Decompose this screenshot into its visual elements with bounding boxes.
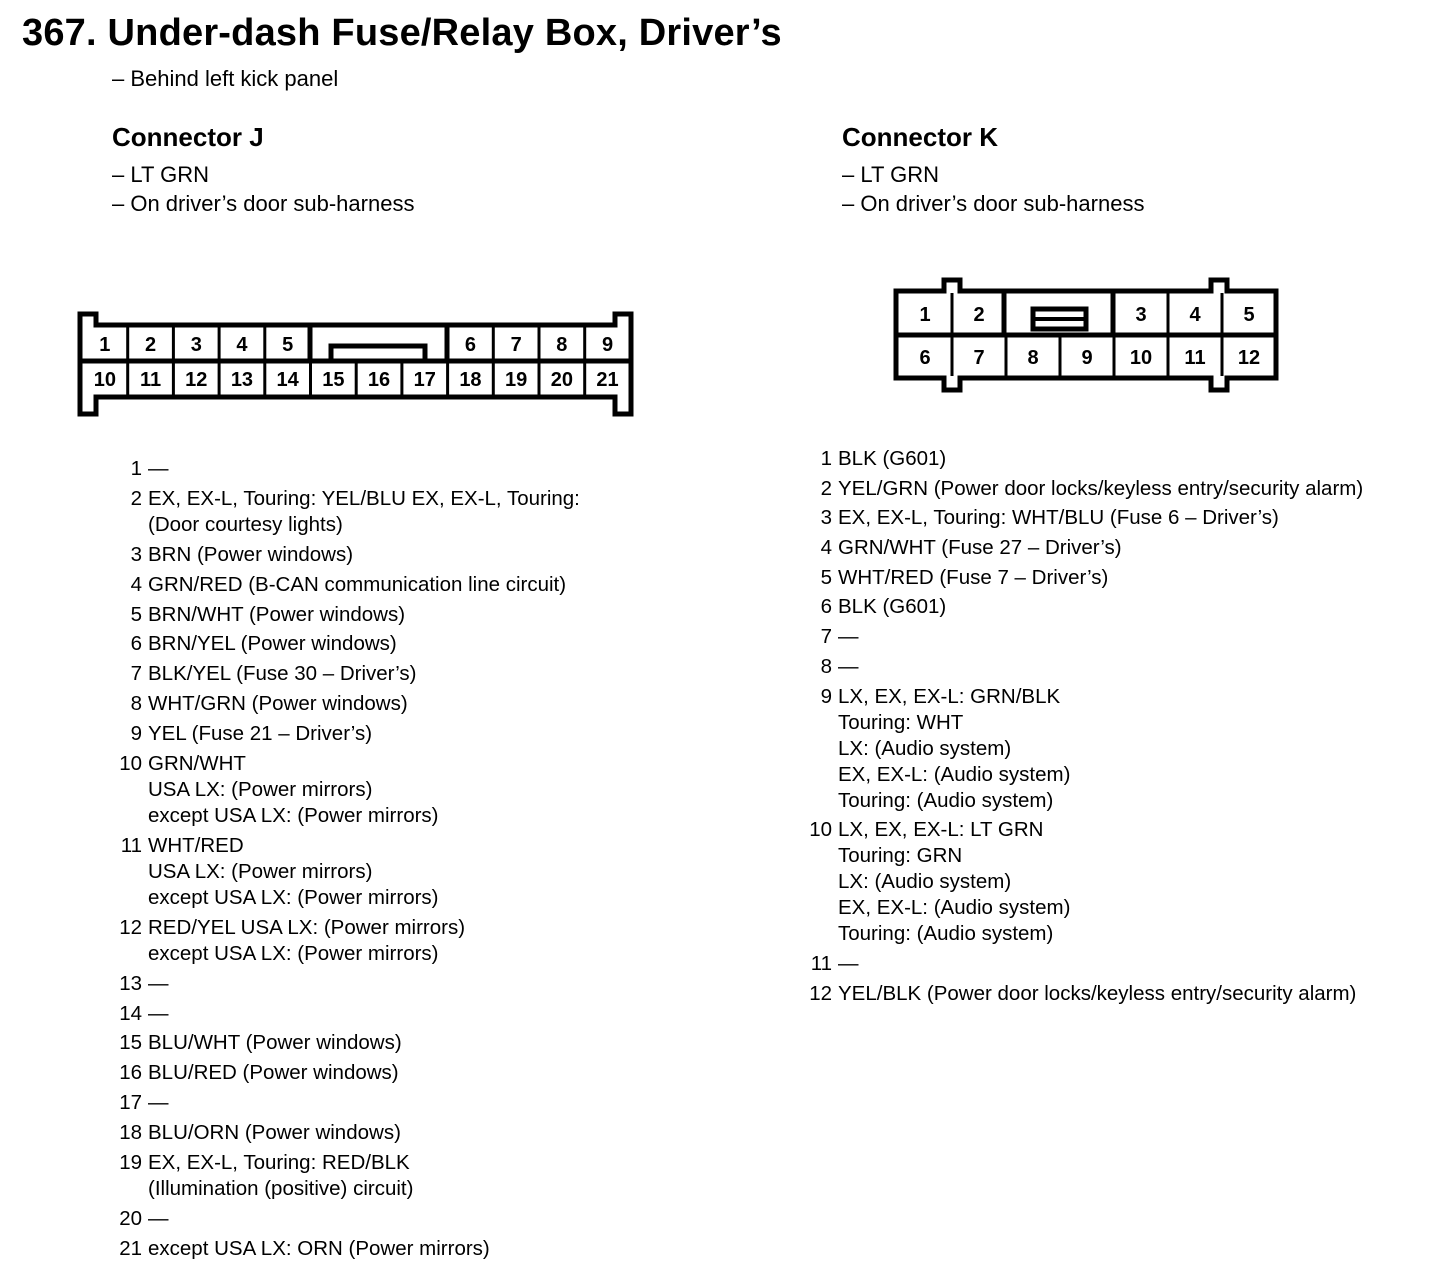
page-title: 367. Under-dash Fuse/Relay Box, Driver’s xyxy=(22,12,782,54)
pin-entry xyxy=(112,971,672,997)
connector-j-location: – On driver’s door sub-harness xyxy=(112,191,415,216)
connector-j-pin-label: 5 xyxy=(282,334,294,356)
pin-description-line: YEL (Fuse 21 – Driver’s) xyxy=(148,722,373,746)
pin-entry xyxy=(112,1090,672,1116)
connector-j-pin-label: 16 xyxy=(367,369,391,391)
pin-entry xyxy=(802,446,1442,472)
pin-description-line: except USA LX: (Power mirrors) xyxy=(148,941,439,965)
connector-j-pin-label: 11 xyxy=(139,369,162,391)
pin-entry xyxy=(112,631,672,657)
connector-k-color: – LT GRN xyxy=(842,162,939,187)
connector-j-pin-label: 12 xyxy=(185,369,208,391)
pin-description-line: — xyxy=(148,1001,169,1025)
pin-number: 6 xyxy=(820,595,832,619)
pin-entry xyxy=(112,1060,672,1086)
pin-description-line: — xyxy=(838,654,859,678)
connector-j-pin-label: 2 xyxy=(144,334,157,356)
pin-description-line: EX, EX-L, Touring: YEL/BLU EX, EX-L, Touring: xyxy=(148,486,580,510)
connector-k-pin-label: 2 xyxy=(973,304,985,326)
connector-k-pin-label: 11 xyxy=(1184,347,1206,369)
connector-k-diagram xyxy=(896,280,1276,390)
pin-description-line: (Illumination (positive) circuit) xyxy=(148,1177,414,1201)
pin-number: 3 xyxy=(820,506,832,530)
pin-number: 9 xyxy=(130,722,142,746)
pin-description-line: except USA LX: (Power mirrors) xyxy=(148,804,439,828)
pin-description-line: BRN/YEL (Power windows) xyxy=(148,632,397,656)
connector-j-pin-label: 10 xyxy=(93,369,116,391)
pin-description-line: except USA LX: (Power mirrors) xyxy=(148,885,439,909)
pin-number: 21 xyxy=(119,1236,142,1260)
pin-entry xyxy=(112,456,672,482)
pin-description-line: — xyxy=(148,971,169,995)
pin-number: 12 xyxy=(809,981,832,1005)
pin-number: 10 xyxy=(119,752,142,776)
pin-description-line: BLK/YEL (Fuse 30 – Driver’s) xyxy=(148,662,417,686)
pin-description-line: LX: (Audio system) xyxy=(838,736,1012,760)
pin-number: 6 xyxy=(130,632,142,656)
connector-j-pin-label: 19 xyxy=(505,369,528,391)
pin-description-line: EX, EX-L, Touring: WHT/BLU (Fuse 6 – Driver’s) xyxy=(838,506,1279,530)
pin-description-line: BLK (G601) xyxy=(838,595,947,619)
pin-number: 8 xyxy=(130,692,142,716)
connector-j-diagram xyxy=(80,314,631,414)
pin-description-line: USA LX: (Power mirrors) xyxy=(148,778,373,802)
connector-k-pin-label: 1 xyxy=(919,304,931,326)
pin-description-line: LX, EX, EX-L: LT GRN xyxy=(838,818,1044,842)
connector-k-pin-label: 7 xyxy=(973,347,985,369)
connector-j-pin-label: 15 xyxy=(322,369,345,391)
pin-number: 11 xyxy=(120,833,142,857)
pin-number: 15 xyxy=(119,1031,142,1055)
pin-description-line: except USA LX: ORN (Power mirrors) xyxy=(148,1236,490,1260)
connector-j-pin-label: 8 xyxy=(556,334,568,356)
pin-entry xyxy=(112,721,672,747)
pin-entry xyxy=(802,476,1442,502)
connector-j-pin-label: 1 xyxy=(99,334,111,356)
connector-k-pin-label: 10 xyxy=(1129,347,1153,369)
pin-description-line: LX, EX, EX-L: GRN/BLK xyxy=(838,684,1061,708)
connector-j-pin-label: 13 xyxy=(230,369,254,391)
pin-entry xyxy=(112,602,672,628)
pin-entry xyxy=(112,1236,672,1262)
pin-description-line: GRN/RED (B-CAN communication line circuit) xyxy=(148,572,567,596)
pin-number: 2 xyxy=(130,486,142,510)
connector-j-pin-label: 18 xyxy=(459,369,482,391)
pin-description-line: WHT/RED xyxy=(148,833,244,857)
pin-number: 5 xyxy=(130,602,142,626)
connector-k-pin-list xyxy=(802,446,1442,1010)
pin-description-line: WHT/RED (Fuse 7 – Driver’s) xyxy=(838,565,1109,589)
connector-k-pin-label: 8 xyxy=(1027,347,1039,369)
pin-entry xyxy=(112,1206,672,1232)
pin-number: 12 xyxy=(119,915,142,939)
pin-description-line: LX: (Audio system) xyxy=(838,870,1012,894)
connector-k-location: – On driver’s door sub-harness xyxy=(842,191,1145,216)
pin-number: 11 xyxy=(810,951,832,975)
pin-description-line: — xyxy=(148,1206,169,1230)
connector-k-bottom-pin-labels xyxy=(919,347,1260,369)
pin-number: 3 xyxy=(130,542,142,566)
pin-entry xyxy=(802,684,1442,814)
pin-description-line: — xyxy=(148,457,169,480)
pin-entry xyxy=(802,535,1442,561)
pin-number: 9 xyxy=(820,684,832,708)
connector-j-pin-label: 9 xyxy=(601,334,614,356)
pin-entry xyxy=(112,833,672,911)
connector-k-pin-label: 9 xyxy=(1081,347,1093,369)
pin-number: 1 xyxy=(820,447,832,470)
connector-j-pin-label: 7 xyxy=(510,334,522,356)
pin-entry xyxy=(112,915,672,967)
connector-j-pin-label: 4 xyxy=(236,334,248,356)
pin-entry xyxy=(802,981,1442,1007)
pin-description-line: WHT/GRN (Power windows) xyxy=(148,692,408,716)
connector-j-pin-label: 14 xyxy=(276,369,299,391)
pin-description-line: YEL/BLK (Power door locks/keyless entry/security alarm) xyxy=(838,981,1357,1005)
pin-number: 16 xyxy=(119,1061,142,1085)
pin-description-line: RED/YEL USA LX: (Power mirrors) xyxy=(148,915,466,939)
pin-entry xyxy=(802,624,1442,650)
connector-j-pin-label: 21 xyxy=(596,369,619,391)
pin-description-line: Touring: GRN xyxy=(838,844,963,868)
pin-number: 2 xyxy=(820,476,832,500)
pin-entry xyxy=(112,1120,672,1146)
pin-description-line: GRN/WHT xyxy=(148,752,246,776)
pin-entry xyxy=(802,565,1442,591)
pin-description-line: BRN/WHT (Power windows) xyxy=(148,602,406,626)
pin-description-line: USA LX: (Power mirrors) xyxy=(148,859,373,883)
connector-k-pin-label: 5 xyxy=(1243,304,1255,326)
pin-description-line: YEL/GRN (Power door locks/keyless entry/security alarm) xyxy=(838,476,1364,500)
pin-description-line: Touring: WHT xyxy=(838,710,964,734)
pin-description-line: Touring: (Audio system) xyxy=(838,788,1054,812)
pin-number: 19 xyxy=(119,1151,142,1175)
pin-description-line: BLU/WHT (Power windows) xyxy=(148,1031,402,1055)
pin-description-line: BLK (G601) xyxy=(838,447,947,470)
pin-description-line: BLU/ORN (Power windows) xyxy=(148,1121,401,1145)
connector-j-pin-label: 6 xyxy=(464,334,477,356)
pin-number: 17 xyxy=(119,1091,142,1115)
pin-description-line: (Door courtesy lights) xyxy=(148,512,343,536)
pin-number: 18 xyxy=(119,1121,142,1145)
connector-j-pin-label: 17 xyxy=(413,369,436,391)
pin-description-line: — xyxy=(148,1091,169,1115)
connector-j-pin-label: 3 xyxy=(190,334,202,356)
connector-k-title: Connector K xyxy=(842,122,998,152)
pin-number: 7 xyxy=(820,625,832,649)
pin-entry xyxy=(802,505,1442,531)
pin-description-line: — xyxy=(838,625,859,649)
pin-entry xyxy=(112,1001,672,1027)
pin-description-line: EX, EX-L: (Audio system) xyxy=(838,762,1071,786)
pin-number: 1 xyxy=(130,457,142,480)
page-subtitle: – Behind left kick panel xyxy=(112,66,339,91)
connector-k-pin-label: 4 xyxy=(1189,304,1201,326)
pin-entry xyxy=(802,817,1442,947)
pin-description-line: EX, EX-L, Touring: RED/BLK xyxy=(148,1151,410,1175)
connector-k-pin-label: 12 xyxy=(1237,347,1261,369)
pin-entry xyxy=(112,1030,672,1056)
pin-entry xyxy=(112,1150,672,1202)
pin-entry xyxy=(112,486,672,538)
pin-entry xyxy=(112,661,672,687)
pin-description-line: EX, EX-L: (Audio system) xyxy=(838,896,1071,920)
pin-description-line: BLU/RED (Power windows) xyxy=(148,1061,399,1085)
pin-number: 8 xyxy=(820,654,832,678)
connector-j-pin-label: 20 xyxy=(550,369,573,391)
connector-k-pin-label: 6 xyxy=(919,347,931,369)
pin-number: 4 xyxy=(820,536,832,560)
pin-number: 13 xyxy=(119,971,142,995)
pin-entry xyxy=(802,654,1442,680)
pin-entry xyxy=(112,572,672,598)
pin-number: 5 xyxy=(820,565,832,589)
pin-entry xyxy=(802,951,1442,977)
pin-number: 20 xyxy=(119,1206,142,1230)
pin-entry xyxy=(112,542,672,568)
pin-entry xyxy=(112,691,672,717)
pin-description-line: — xyxy=(838,951,859,975)
pin-description-line: GRN/WHT (Fuse 27 – Driver’s) xyxy=(838,536,1122,560)
connector-j-color: – LT GRN xyxy=(112,162,209,187)
pin-description-line: BRN (Power windows) xyxy=(148,542,354,566)
pin-entry xyxy=(802,594,1442,620)
pin-number: 10 xyxy=(809,818,832,842)
pin-entry xyxy=(112,751,672,829)
pin-number: 7 xyxy=(130,662,142,686)
pin-number: 14 xyxy=(119,1001,142,1025)
pin-number: 4 xyxy=(130,572,142,596)
connector-j-title: Connector J xyxy=(112,122,264,152)
connector-k-pin-label: 3 xyxy=(1135,304,1147,326)
pin-description-line: Touring: (Audio system) xyxy=(838,922,1054,946)
connector-j-pin-list xyxy=(112,456,672,1266)
